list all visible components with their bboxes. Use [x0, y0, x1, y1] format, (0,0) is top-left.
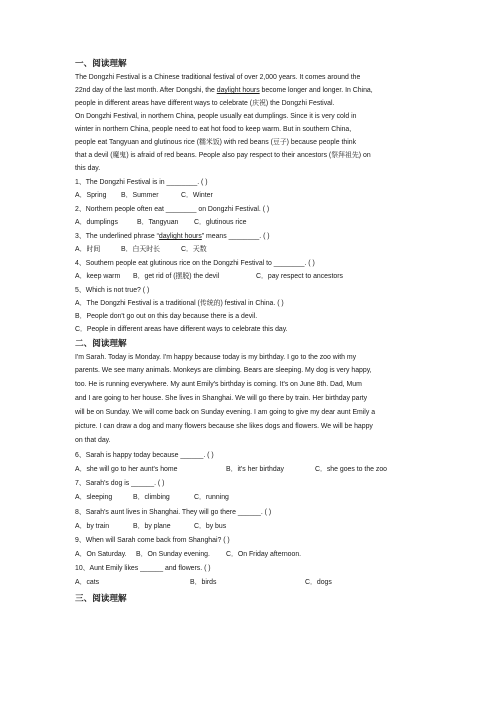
option-6c[interactable]: C．she goes to the zoo	[315, 466, 388, 473]
passage1-line: On Dongzhi Festival, in northern China, people usually eat dumplings. Since it is very cold in	[75, 113, 357, 120]
option-5b[interactable]: B．People don't go out on this day because there is a devil.	[75, 313, 258, 320]
passage1-line: people in different areas have different ways to celebrate (庆祝) the Dongzhi Festival.	[75, 100, 335, 107]
option-1c[interactable]: C．Winter	[181, 192, 213, 199]
option-8a[interactable]: A．by train	[75, 523, 110, 530]
passage2-line: on that day.	[75, 437, 111, 444]
passage1-line: The Dongzhi Festival is a Chinese traditional festival of over 2,000 years. It comes around the	[75, 74, 361, 81]
option-10a[interactable]: A．cats	[75, 579, 100, 586]
passage2-line: I'm Sarah. Today is Monday. I'm happy because today is my birthday. I go to the zoo with my	[75, 354, 357, 361]
option-7b[interactable]: B．climbing	[133, 494, 170, 501]
question-1: 1、The Dongzhi Festival is in ________. ( )	[75, 179, 208, 186]
option-6a[interactable]: A．she will go to her aunt's home	[75, 466, 178, 473]
option-7c[interactable]: C．running	[194, 494, 229, 501]
section3-heading: 三、阅读理解	[75, 594, 127, 604]
section2-heading: 二、阅读理解	[75, 339, 127, 349]
option-4c[interactable]: C．pay respect to ancestors	[256, 273, 343, 280]
option-10b[interactable]: B．birds	[190, 579, 217, 586]
underlined-phrase: daylight hours	[216, 87, 260, 94]
option-7a[interactable]: A．sleeping	[75, 494, 113, 501]
question-5: 5、Which is not true? ( )	[75, 287, 150, 294]
option-6b[interactable]: B．it's her birthday	[226, 466, 284, 473]
passage2-line: will be on Sunday. We will come back on Sunday evening. I am going to give my dear aunt Emily a	[75, 409, 376, 416]
option-1b[interactable]: B．Summer	[121, 192, 159, 199]
option-4b[interactable]: B．get rid of (摆脱) the devil	[133, 273, 220, 280]
passage2-line: and I are going to her house. She lives in Shanghai. We will go there by train. Her birthday party	[75, 395, 368, 402]
passage1-line: that a devil (魔鬼) is afraid of red beans. People also pay respect to their ancestors (祭拜祖先) on	[75, 152, 371, 159]
option-1a[interactable]: A．Spring	[75, 192, 107, 199]
option-5c[interactable]: C．People in different areas have different ways to celebrate this day.	[75, 326, 288, 333]
option-9a[interactable]: A．On Saturday.	[75, 551, 127, 558]
passage1-text: 22nd day of the last month. After Dongshi, the	[75, 87, 217, 94]
question-8: 8、Sarah's aunt lives in Shanghai. They will go there ______. ( )	[75, 509, 272, 516]
question-3	[75, 232, 270, 241]
option-9c[interactable]: C．On Friday afternoon.	[226, 551, 302, 558]
passage2-line: parents. We see many animals. Monkeys are climbing. Bears are sleeping. My dog is very happy,	[75, 367, 372, 374]
question-10: 10、Aunt Emily likes ______ and flowers. ( )	[75, 565, 211, 572]
option-2c[interactable]: C．glutinous rice	[194, 219, 247, 226]
passage1-line: winter in northern China, people need to eat hot food to keep warm. But in southern China,	[75, 126, 352, 133]
question-3-underlined: daylight hours	[158, 233, 202, 240]
option-9b[interactable]: B．On Sunday evening.	[136, 551, 210, 558]
option-2a[interactable]: A．dumplings	[75, 219, 118, 226]
option-5a[interactable]: A．The Dongzhi Festival is a traditional (传统的) festival in China. ( )	[75, 300, 284, 307]
passage1-line	[75, 86, 373, 95]
option-2b[interactable]: B．Tangyuan	[137, 219, 179, 226]
passage1-line: this day.	[75, 165, 101, 172]
question-7: 7、Sarah's dog is ______. ( )	[75, 480, 165, 487]
option-3b[interactable]: B．白天时长	[121, 246, 161, 253]
passage2-line: picture. I can draw a dog and many flowers because she likes dogs and flowers. We will be happy	[75, 423, 373, 430]
option-8b[interactable]: B．by plane	[133, 523, 171, 530]
passage1-line: people eat Tangyuan and glutinous rice (糯米饭) with red beans (豆子) because people think	[75, 139, 357, 146]
question-9: 9、When will Sarah come back from Shanghai? ( )	[75, 537, 230, 544]
passage2-line: too. He is running everywhere. My aunt Emily's birthday is coming. It's on June 8th. Dad, Mum	[75, 381, 362, 388]
question-3-text: 3、The underlined phrase “	[75, 233, 159, 240]
question-4: 4、Southern people eat glutinous rice on the Dongzhi Festival to ________. ( )	[75, 260, 315, 267]
option-4a[interactable]: A．keep warm	[75, 273, 121, 280]
option-3c[interactable]: C．天数	[181, 246, 207, 253]
option-3a[interactable]: A．时间	[75, 246, 101, 253]
option-10c[interactable]: C．dogs	[305, 579, 332, 586]
passage1-text: become longer and longer. In China,	[259, 87, 373, 94]
question-2: 2、Northern people often eat ________ on Dongzhi Festival. ( )	[75, 206, 270, 213]
section1-heading: 一、阅读理解	[75, 59, 127, 69]
option-8c[interactable]: C．by bus	[194, 523, 227, 530]
question-6: 6、Sarah is happy today because ______. ( )	[75, 452, 214, 459]
question-3-text: ” means ________. ( )	[201, 233, 270, 240]
